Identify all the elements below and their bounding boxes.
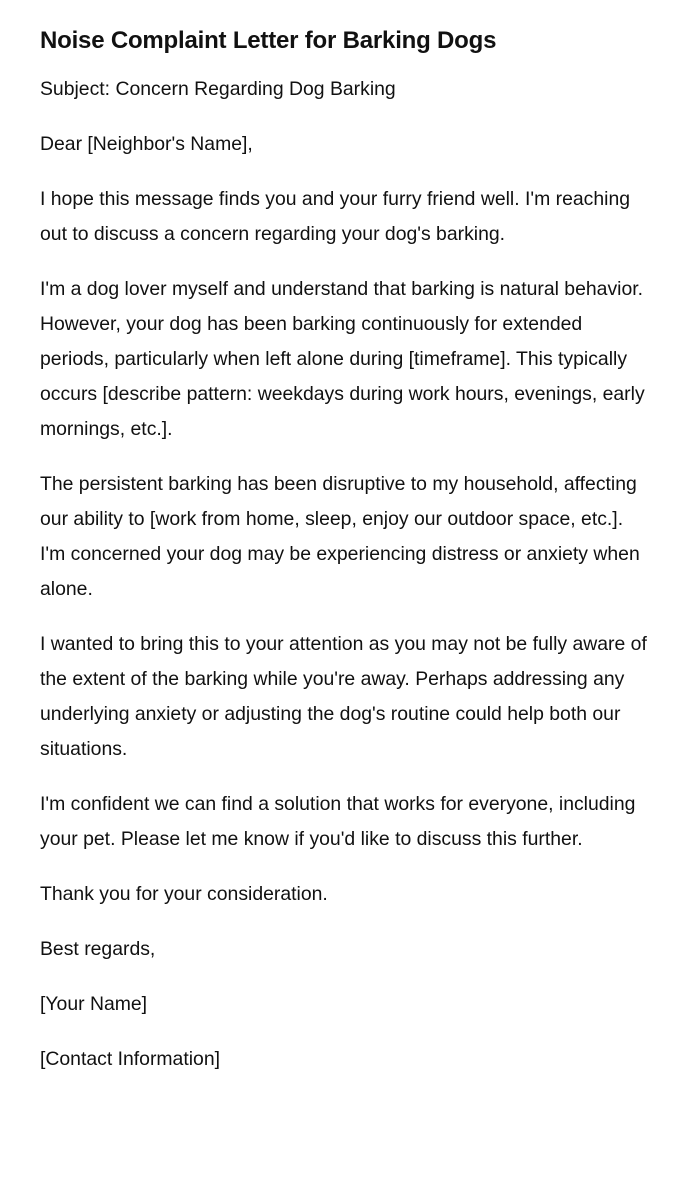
letter-document (40, 22, 650, 1097)
letter-paragraph-4: I wanted to bring this to your attention as you may not be fully aware of the extent of the barking while you're away. Perhaps addressing any underlying anxiety or adjusting the dog's routine could help both our situations. (40, 633, 647, 760)
letter-title: Noise Complaint Letter for Barking Dogs (40, 27, 497, 54)
letter-thanks: Thank you for your consideration. (40, 883, 328, 905)
letter-paragraph-1: I hope this message finds you and your furry friend well. I'm reaching out to discuss a concern regarding your dog's barking. (40, 188, 631, 245)
letter-subject: Subject: Concern Regarding Dog Barking (40, 78, 396, 100)
letter-paragraph-2: I'm a dog lover myself and understand that barking is natural behavior. However, your dog has been barking continuously for extended periods, particularly when left alone during [timeframe]. This typically occurs [describe pattern: weekdays during work hours, evenings, early mornings, etc.]. (40, 278, 645, 440)
letter-salutation: Dear [Neighbor's Name], (40, 133, 253, 155)
letter-contact-info: [Contact Information] (40, 1048, 220, 1070)
letter-closing: Best regards, (40, 938, 156, 960)
letter-paragraph-5: I'm confident we can find a solution that works for everyone, including your pet. Please let me know if you'd like to discuss this further. (40, 793, 636, 850)
letter-signature-name: [Your Name] (40, 993, 148, 1015)
letter-paragraph-3: The persistent barking has been disruptive to my household, affecting our ability to [work from home, sleep, enjoy our outdoor space, etc.]. I'm concerned your dog may be experiencing distress or anxiety when alone. (40, 473, 640, 600)
